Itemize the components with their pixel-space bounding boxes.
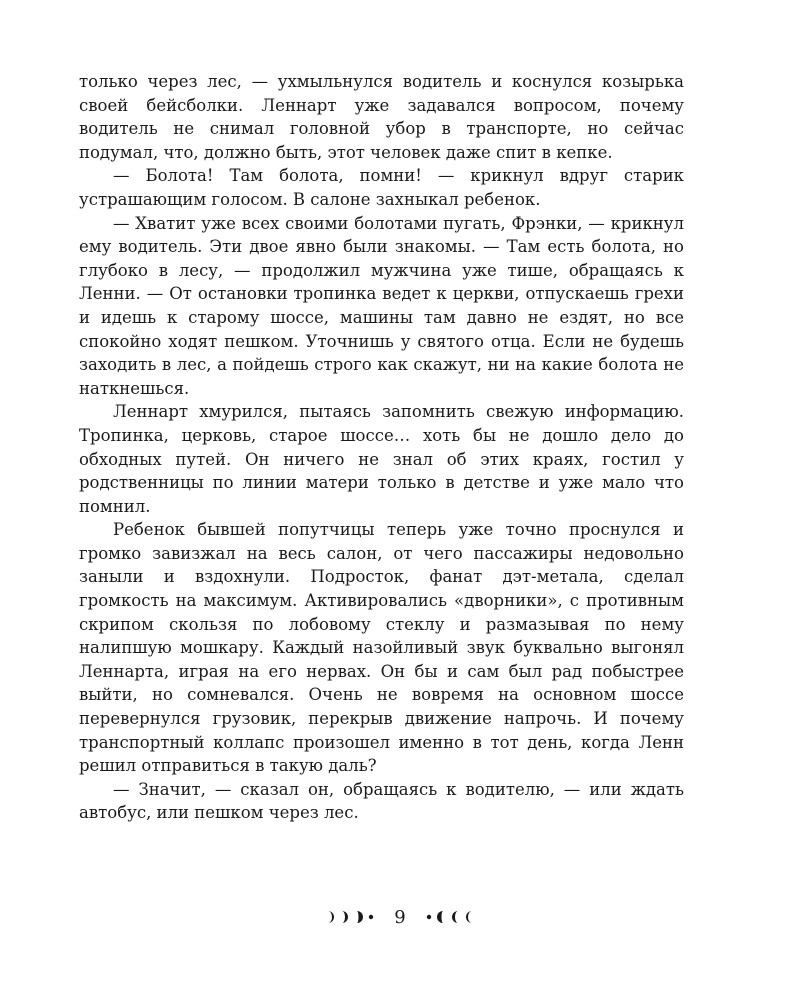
paragraph-5: Ребенок бывшей попутчицы теперь уже точно проснулся и громко завизжал на весь салон, от чего пассажиры недовольно заныли и вздохнули. Подросток, фанат дэт-метала, сделал громкость на максимум. Активировались «дворники», с противным скрипом скользя по лобовому стеклу и размазывая по нему налипшую мошкару. Каждый назойливый звук буквально выгонял Леннарта, играя на его нервах. Он бы и сам был рад побыстрее выйти, но сомневался. Очень не вовремя на основном шоссе перевернулся грузовик, перекрыв движение напрочь. И почему транспортный коллапс произошел именно в тот день, когда Ленн решил отправиться в такую даль? [79,520,684,776]
moon-phases-waxing-icon [324,909,376,925]
paragraph-6: — Значит, — сказал он, обращаясь к водителю, — или ждать автобус, или пешком через лес. [79,779,684,823]
page-number: 9 [394,906,406,928]
paragraph-2: — Болота! Там болота, помни! — крикнул вдруг старик устрашающим голосом. В салоне захныкал ребенок. [79,166,684,209]
paragraph-4: Леннарт хмурился, пытаясь запомнить свежую информацию. Тропинка, церковь, старое шоссе… хоть бы не дошло дело до обходных путей. Он ничего не знал об этих краях, гостил у родственницы по линии матери только в детстве и уже мало что помнил. [79,402,684,516]
page-body [79,70,684,825]
paragraph-1: только через лес, — ухмыльнулся водитель и коснулся козырька своей бейсболки. Леннарт уже задавался вопросом, почему водитель не снимал головной убор в транспорте, но сейчас подумал, что, должно быть, этот человек даже спит в кепке. [79,72,684,162]
page-footer [0,902,800,932]
moon-phases-waning-icon [424,909,476,925]
paragraph-3: — Хватит уже всех своими болотами пугать, Фрэнки, — крикнул ему водитель. Эти двое явно были знакомы. — Там есть болота, но глубоко в лесу, — продолжил мужчина уже тише, обращаясь к Ленни. — От остановки тропинка ведет к церкви, отпускаешь грехи и идешь к старому шоссе, машины там давно не ездят, но все спокойно ходят пешком. Уточнишь у святого отца. Если не будешь заходить в лес, а пойдешь строго как скажут, ни на какие болота не наткнешься. [79,213,684,398]
